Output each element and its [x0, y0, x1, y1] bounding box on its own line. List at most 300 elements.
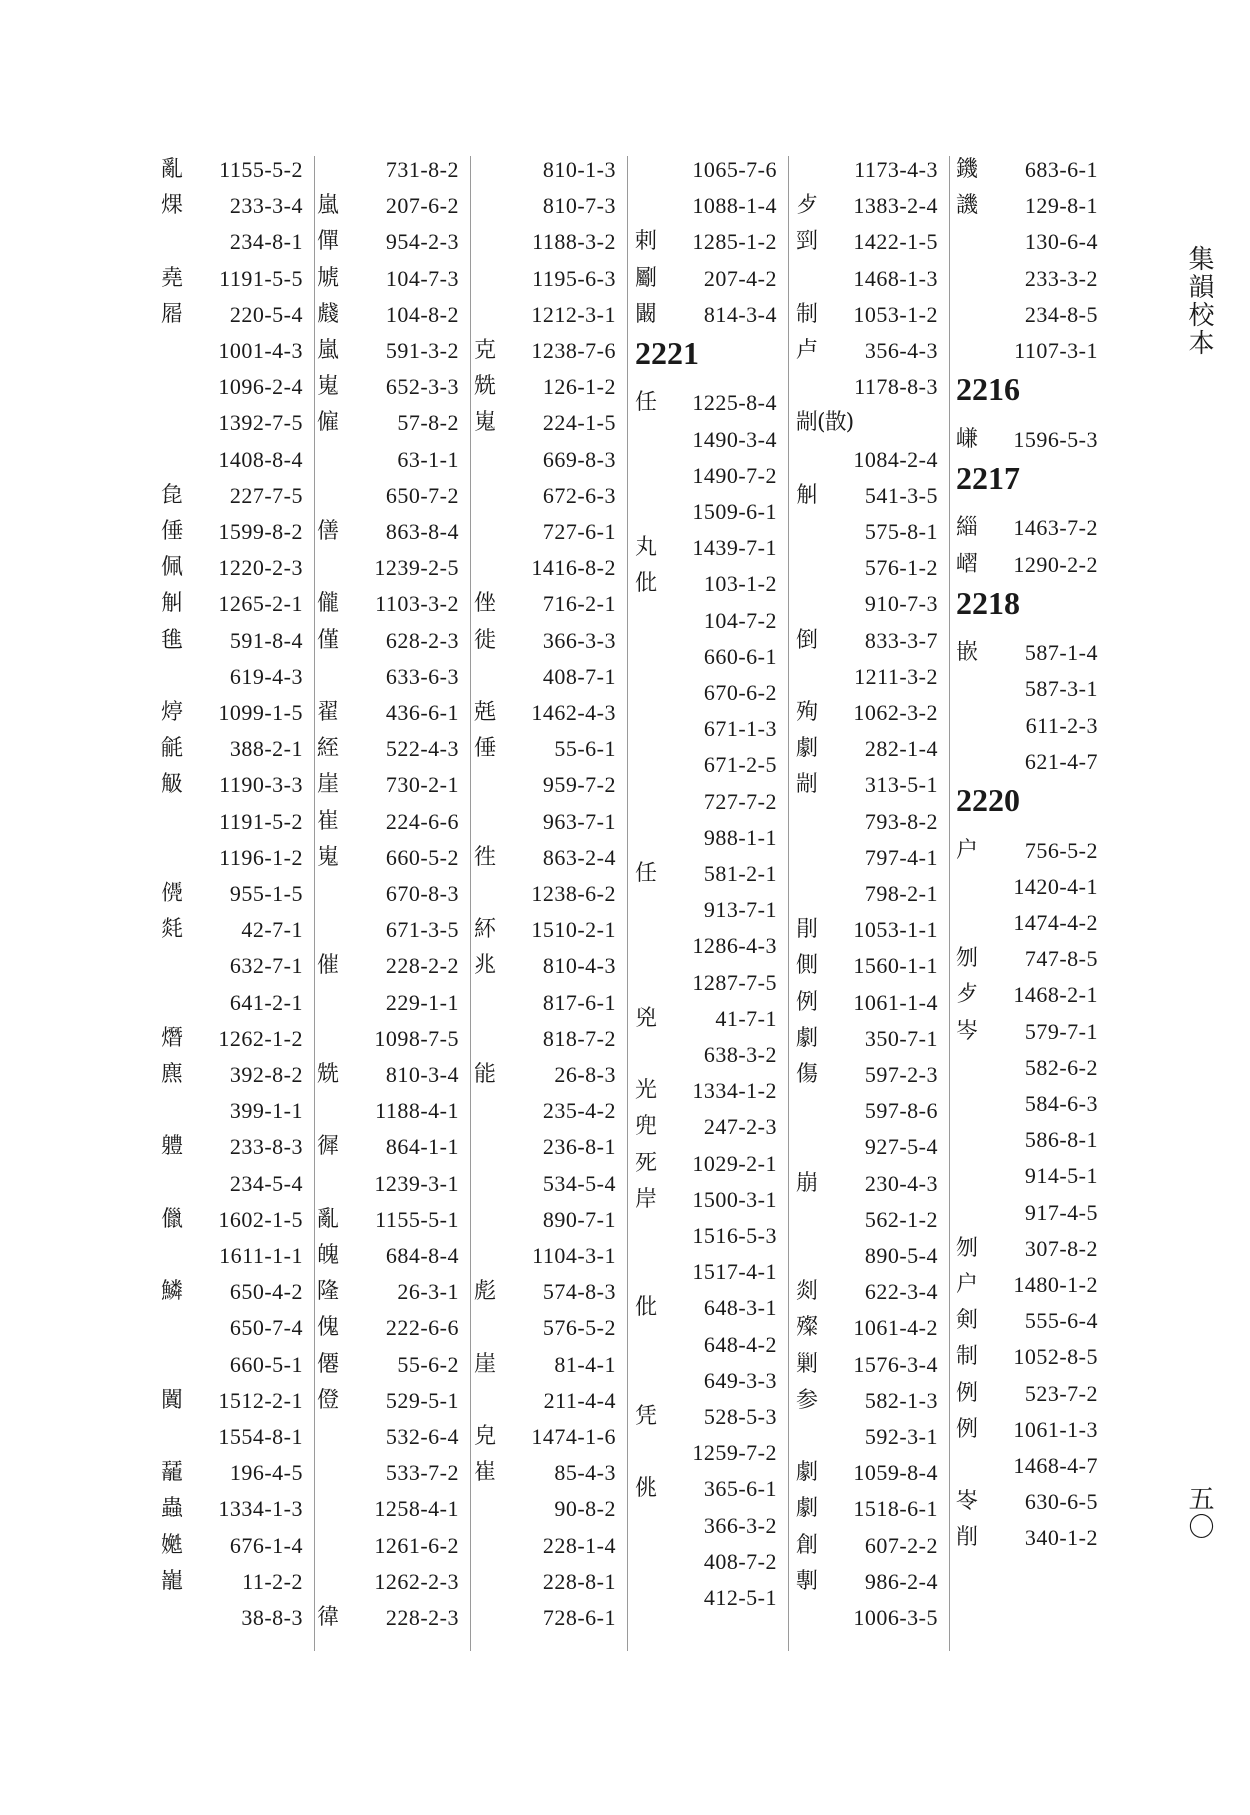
entry-character: 制 — [956, 1344, 978, 1370]
entry-character: 嵐 — [317, 193, 339, 219]
entry-reference: 581-2-1 — [703, 861, 777, 887]
entry-character: 户 — [956, 1271, 978, 1297]
entry-reference: 728-6-1 — [542, 1605, 616, 1630]
index-entry — [313, 1564, 465, 1600]
entry-reference: 576-1-2 — [864, 555, 938, 581]
entry-reference: 1107-3-1 — [1014, 338, 1098, 363]
entry-reference: 1408-8-4 — [218, 446, 303, 472]
index-entry — [313, 1419, 465, 1455]
entry-reference: 630-6-5 — [1024, 1489, 1098, 1515]
entry-character: 剄 — [796, 229, 818, 255]
index-column — [157, 152, 315, 1652]
entry-reference: 1211-3-2 — [854, 663, 938, 689]
index-entry — [792, 659, 944, 695]
entry-reference: 211-4-4 — [543, 1387, 616, 1413]
entry-reference: 986-2-4 — [864, 1568, 938, 1594]
entry-character: 能 — [474, 1062, 496, 1087]
entry-character: 嵰 — [956, 426, 978, 452]
index-entry — [631, 385, 783, 421]
index-entry — [157, 1564, 309, 1600]
entry-reference: 810-1-3 — [542, 157, 616, 182]
entry-reference: 130-6-4 — [1024, 229, 1098, 255]
entry-reference: 562-1-2 — [864, 1206, 938, 1232]
entry-reference: 228-2-3 — [385, 1605, 459, 1630]
index-entry — [631, 422, 783, 458]
index-entry — [313, 297, 465, 333]
index-entry — [792, 261, 944, 297]
entry-reference: 224-6-6 — [385, 808, 459, 834]
index-entry — [792, 152, 944, 188]
index-entry — [157, 514, 309, 550]
entry-reference: 1053-1-2 — [853, 301, 938, 327]
index-entry — [313, 767, 465, 803]
index-entry — [157, 261, 309, 297]
index-entry — [952, 1158, 1104, 1194]
entry-reference: 797-4-1 — [864, 844, 938, 870]
index-entry — [313, 1093, 465, 1129]
entry-reference: 1195-6-3 — [532, 265, 616, 291]
entry-character: 嵌 — [956, 640, 978, 666]
index-entry — [952, 1412, 1104, 1448]
index-entry — [470, 514, 622, 550]
index-entry — [313, 731, 465, 767]
entry-character: 虥 — [317, 301, 339, 327]
entry-reference: 1462-4-3 — [531, 700, 616, 725]
entry-reference: 927-5-4 — [864, 1134, 938, 1160]
entry-reference: 650-7-4 — [229, 1315, 303, 1341]
index-entry — [157, 767, 309, 803]
entry-reference: 756-5-2 — [1024, 837, 1098, 863]
entry-reference: 913-7-1 — [703, 897, 777, 923]
entry-character: 兞 — [474, 700, 496, 725]
entry-reference: 607-2-2 — [864, 1532, 938, 1558]
index-entry — [470, 1202, 622, 1238]
index-entry — [470, 1455, 622, 1491]
entry-reference: 1334-1-3 — [218, 1496, 303, 1522]
index-entry — [631, 784, 783, 820]
entry-reference: 313-5-1 — [864, 772, 938, 798]
entry-character: 催 — [317, 953, 339, 979]
index-entry — [631, 603, 783, 639]
entry-character: 剸 — [796, 1568, 818, 1594]
entry-character: 傀 — [317, 1315, 339, 1341]
index-entry — [157, 1093, 309, 1129]
index-entry — [157, 1238, 309, 1274]
entry-reference: 388-2-1 — [229, 736, 303, 762]
index-entry — [952, 1303, 1104, 1339]
entry-reference: 1468-1-3 — [853, 265, 938, 291]
entry-reference: 619-4-3 — [229, 663, 303, 689]
entry-character: 任 — [635, 390, 657, 416]
entry-character: 側 — [796, 953, 818, 979]
entry-reference: 582-6-2 — [1024, 1054, 1098, 1080]
index-entry — [313, 333, 465, 369]
entry-reference: 1059-8-4 — [853, 1460, 938, 1486]
entry-character: 刎 — [956, 1235, 978, 1261]
entry-reference: 1468-2-1 — [1013, 982, 1098, 1008]
index-entry — [157, 369, 309, 405]
entry-reference: 207-4-2 — [703, 265, 777, 291]
entry-reference: 26-3-1 — [397, 1279, 459, 1305]
entry-reference: 233-8-3 — [229, 1134, 303, 1160]
index-entry — [470, 1564, 622, 1600]
entry-reference: 81-4-1 — [554, 1351, 616, 1377]
entry-reference: 955-1-5 — [229, 881, 303, 906]
entry-reference: 1576-3-4 — [853, 1351, 938, 1377]
index-entry — [313, 1129, 465, 1165]
entry-character: 殉 — [796, 700, 818, 725]
entry-reference: 727-7-2 — [703, 788, 777, 814]
entry-reference: 1611-1-1 — [219, 1243, 303, 1268]
index-entry — [157, 1129, 309, 1165]
entry-reference: 592-3-1 — [864, 1424, 938, 1449]
entry-character: 参 — [796, 1387, 818, 1413]
entry-character: 例 — [956, 1380, 978, 1406]
index-entry — [470, 405, 622, 441]
entry-reference: 1155-5-1 — [375, 1206, 459, 1232]
index-entry — [792, 1491, 944, 1527]
entry-reference: 1383-2-4 — [853, 193, 938, 219]
entry-reference: 1490-3-4 — [692, 426, 777, 452]
index-entry — [792, 1564, 944, 1600]
index-entry — [313, 1383, 465, 1419]
index-entry — [313, 1166, 465, 1202]
entry-reference: 228-2-2 — [385, 953, 459, 979]
index-entry — [157, 948, 309, 984]
index-column — [631, 152, 789, 1652]
index-entry — [631, 1544, 783, 1580]
entry-reference: 863-8-4 — [385, 519, 459, 544]
index-entry — [313, 586, 465, 622]
index-entry — [157, 731, 309, 767]
index-entry — [631, 1182, 783, 1218]
entry-reference: 1188-4-1 — [375, 1098, 459, 1124]
entry-reference: 1212-3-1 — [531, 301, 616, 327]
entry-character: 户 — [956, 837, 978, 863]
entry-character: 㷚 — [161, 700, 183, 725]
entry-character: 剈 — [796, 917, 818, 943]
index-entry — [470, 261, 622, 297]
entry-reference: 1099-1-5 — [218, 700, 303, 725]
index-entry — [631, 965, 783, 1001]
section-heading: 2217 — [956, 459, 1020, 496]
entry-character: 崔 — [317, 808, 339, 834]
index-entry — [313, 152, 465, 188]
entry-reference: 683-6-1 — [1024, 157, 1098, 182]
index-entry — [470, 586, 622, 622]
index-entry — [157, 1419, 309, 1455]
entry-character: 僊 — [317, 1351, 339, 1377]
index-entry — [631, 494, 783, 530]
index-entry — [792, 695, 944, 731]
entry-reference: 1104-3-1 — [532, 1243, 616, 1268]
index-entry — [157, 1310, 309, 1346]
entry-character: 任 — [635, 861, 657, 887]
entry-reference: 1480-1-2 — [1013, 1271, 1098, 1297]
entry-character: 刎 — [956, 946, 978, 972]
index-entry — [631, 639, 783, 675]
entry-reference: 670-8-3 — [385, 881, 459, 906]
index-entry — [792, 478, 944, 514]
index-entry — [631, 1471, 783, 1507]
index-entry — [952, 869, 1104, 905]
entry-reference: 747-8-5 — [1024, 946, 1098, 972]
index-entry — [313, 369, 465, 405]
entry-reference: 917-4-5 — [1024, 1199, 1098, 1225]
index-entry — [631, 1580, 783, 1616]
entry-character: 徃 — [474, 844, 496, 870]
index-entry — [470, 1347, 622, 1383]
entry-reference: 1392-7-5 — [218, 410, 303, 436]
index-entry — [470, 1166, 622, 1202]
index-entry — [313, 478, 465, 514]
entry-reference: 229-1-1 — [385, 989, 459, 1015]
entry-character: 侳 — [474, 591, 496, 617]
index-entry — [792, 1383, 944, 1419]
entry-reference: 1474-1-6 — [531, 1424, 616, 1449]
index-entry — [470, 478, 622, 514]
entry-reference: 1439-7-1 — [692, 535, 777, 561]
entry-reference: 864-1-1 — [385, 1134, 459, 1160]
index-entry — [157, 1166, 309, 1202]
index-entry — [157, 1528, 309, 1564]
entry-reference: 716-2-1 — [542, 591, 616, 617]
index-entry — [792, 767, 944, 803]
index-entry — [792, 514, 944, 550]
entry-reference: 340-1-2 — [1024, 1525, 1098, 1551]
index-entry — [631, 1254, 783, 1290]
running-title: 集韻校本 — [1184, 245, 1214, 357]
entry-reference: 650-4-2 — [229, 1279, 303, 1305]
entry-reference: 671-1-3 — [703, 716, 777, 742]
entry-character: 嬔 — [161, 1532, 183, 1558]
entry-reference: 910-7-3 — [864, 591, 938, 617]
section-heading: 2218 — [956, 584, 1020, 621]
index-entry — [792, 1021, 944, 1057]
index-entry — [952, 510, 1104, 546]
index-entry — [792, 188, 944, 224]
index-entry — [470, 840, 622, 876]
entry-reference: 1155-5-2 — [219, 157, 303, 182]
entry-reference: 103-1-2 — [703, 571, 777, 597]
entry-reference: 575-8-1 — [864, 519, 938, 544]
index-entry — [631, 1399, 783, 1435]
index-entry — [631, 892, 783, 928]
index-entry — [157, 1021, 309, 1057]
index-entry — [470, 1238, 622, 1274]
entry-character: 㲋 — [161, 482, 183, 508]
index-entry — [470, 767, 622, 803]
index-entry — [313, 1491, 465, 1527]
entry-reference: 638-3-2 — [703, 1042, 777, 1068]
entry-reference: 622-3-4 — [864, 1279, 938, 1305]
entry-reference: 1190-3-3 — [219, 772, 303, 798]
index-entry — [952, 333, 1104, 369]
index-entry — [952, 1339, 1104, 1375]
entry-reference: 1061-1-4 — [853, 989, 938, 1015]
index-entry — [313, 1202, 465, 1238]
index-entry — [952, 1376, 1104, 1412]
index-entry — [470, 695, 622, 731]
index-entry — [470, 224, 622, 260]
section-heading: 2220 — [956, 782, 1020, 819]
entry-character: 㲜 — [161, 917, 183, 943]
entry-reference: 196-4-5 — [229, 1460, 303, 1486]
index-entry — [792, 804, 944, 840]
entry-reference: 660-5-2 — [385, 844, 459, 870]
entry-character: 鱗 — [161, 1279, 183, 1305]
entry-character: 㷄 — [161, 193, 183, 219]
index-entry — [157, 1383, 309, 1419]
index-column — [792, 152, 950, 1652]
entry-reference: 41-7-1 — [715, 1005, 777, 1031]
index-column — [952, 152, 1110, 1652]
entry-character: 僐 — [317, 519, 339, 544]
index-entry — [792, 1419, 944, 1455]
entry-character: 歺 — [956, 982, 978, 1008]
index-entry — [792, 1057, 944, 1093]
entry-character: 僤 — [317, 229, 339, 255]
index-entry — [157, 333, 309, 369]
entry-reference: 1516-5-3 — [692, 1223, 777, 1249]
entry-reference: 621-4-7 — [1024, 748, 1098, 774]
entry-character: 劇 — [796, 1496, 818, 1522]
entry-character: 㞛 — [161, 301, 183, 327]
entry-reference: 1468-4-7 — [1013, 1452, 1098, 1478]
index-entry — [470, 1419, 622, 1455]
entry-reference: 574-8-3 — [542, 1279, 616, 1305]
index-entry — [313, 261, 465, 297]
index-entry — [470, 550, 622, 586]
entry-character: 岸 — [635, 1186, 657, 1212]
entry-reference: 814-3-4 — [703, 301, 777, 327]
index-entry — [952, 188, 1104, 224]
entry-reference: 1420-4-1 — [1013, 873, 1098, 899]
entry-reference: 233-3-4 — [229, 193, 303, 219]
entry-character: 䶬 — [161, 1460, 183, 1486]
entry-reference: 863-2-4 — [542, 844, 616, 870]
entry-character: 闞 — [635, 301, 657, 327]
entry-reference: 365-6-1 — [703, 1476, 777, 1502]
index-entry — [157, 623, 309, 659]
entry-reference: 224-1-5 — [542, 410, 616, 436]
entry-reference: 1518-6-1 — [853, 1496, 938, 1522]
entry-reference: 959-7-2 — [542, 772, 616, 798]
entry-reference: 1225-8-4 — [692, 390, 777, 416]
entry-reference: 671-2-5 — [703, 752, 777, 778]
index-entry — [792, 1347, 944, 1383]
index-entry — [792, 1129, 944, 1165]
index-entry — [631, 458, 783, 494]
entry-reference: 818-7-2 — [542, 1025, 616, 1051]
index-entry — [313, 1347, 465, 1383]
index-entry — [470, 1310, 622, 1346]
index-entry — [952, 905, 1104, 941]
entry-character: 剣 — [956, 1308, 978, 1334]
index-entry — [792, 1093, 944, 1129]
index-entry — [952, 977, 1104, 1013]
index-entry — [157, 695, 309, 731]
entry-reference: 1334-1-2 — [692, 1078, 777, 1104]
index-entry — [631, 566, 783, 602]
entry-reference: 104-7-3 — [385, 265, 459, 291]
index-entry — [792, 623, 944, 659]
entry-character: 熸 — [161, 1025, 183, 1051]
entry-character: 制 — [796, 301, 818, 327]
entry-reference: 392-8-2 — [229, 1062, 303, 1087]
entry-character: 克 — [474, 338, 496, 363]
entry-reference: 817-6-1 — [542, 989, 616, 1015]
index-entry — [792, 333, 944, 369]
entry-character: 僅 — [317, 627, 339, 653]
entry-reference: 1029-2-1 — [692, 1150, 777, 1176]
entry-reference: 1500-3-1 — [692, 1186, 777, 1212]
index-entry — [952, 1014, 1104, 1050]
index-entry — [470, 1600, 622, 1636]
entry-reference: 587-1-4 — [1024, 640, 1098, 666]
entry-reference: 534-5-4 — [542, 1170, 616, 1196]
index-entry — [952, 744, 1104, 780]
entry-reference: 1062-3-2 — [853, 700, 938, 725]
index-entry — [631, 1146, 783, 1182]
index-entry — [631, 297, 783, 333]
entry-character: 剌 — [635, 229, 657, 255]
entry-character: 例 — [796, 989, 818, 1015]
entry-character: 兇 — [635, 1005, 657, 1031]
entry-character: 觓 — [796, 482, 818, 508]
index-entry — [157, 1600, 309, 1636]
index-entry — [157, 804, 309, 840]
index-entry — [952, 833, 1104, 869]
entry-reference: 1001-4-3 — [218, 338, 303, 363]
entry-reference: 731-8-2 — [385, 157, 459, 182]
entry-reference: 676-1-4 — [229, 1532, 303, 1558]
entry-reference: 233-3-2 — [1024, 265, 1098, 291]
entry-character: 虓 — [317, 265, 339, 291]
entry-reference: 1065-7-6 — [692, 157, 777, 182]
index-entry — [952, 1448, 1104, 1484]
entry-reference: 632-7-1 — [229, 953, 303, 979]
entry-reference: 1173-4-3 — [854, 157, 938, 182]
entry-reference: 727-6-1 — [542, 519, 616, 544]
entry-reference: 1098-7-5 — [374, 1025, 459, 1051]
index-entry — [792, 948, 944, 984]
entry-character: 紑 — [474, 917, 496, 943]
entry-reference: 1088-1-4 — [692, 193, 777, 219]
entry-reference: 672-6-3 — [542, 482, 616, 508]
entry-reference: 90-8-2 — [554, 1496, 616, 1522]
entry-reference: 963-7-1 — [542, 808, 616, 834]
index-entry — [631, 152, 783, 188]
index-entry — [470, 804, 622, 840]
entry-reference: 1239-2-5 — [374, 555, 459, 581]
index-entry — [313, 1455, 465, 1491]
entry-reference: 236-8-1 — [542, 1134, 616, 1160]
index-entry — [952, 1267, 1104, 1303]
entry-reference: 1261-6-2 — [374, 1532, 459, 1558]
index-column — [313, 152, 471, 1652]
entry-reference: 63-1-1 — [397, 446, 459, 472]
index-entry — [792, 912, 944, 948]
entry-character: 佩 — [161, 555, 183, 581]
index-entry — [313, 1021, 465, 1057]
entry-character: 嶍 — [956, 551, 978, 577]
entry-reference: 810-4-3 — [542, 953, 616, 979]
index-entry — [470, 297, 622, 333]
entry-character: 嵬 — [474, 410, 496, 436]
entry-reference: 1188-3-2 — [532, 229, 616, 255]
entry-reference: 641-2-1 — [229, 989, 303, 1015]
